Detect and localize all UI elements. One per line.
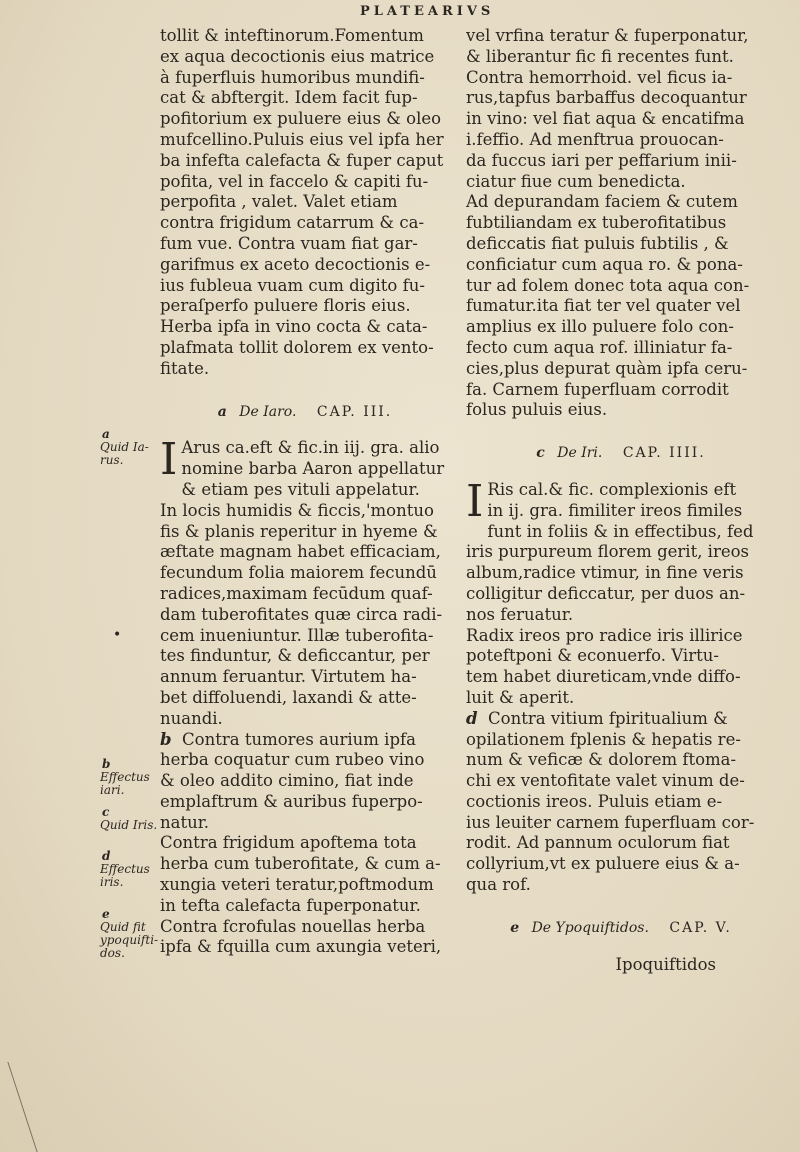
text-run: Contra tumores aurium ipfa (182, 729, 416, 749)
text-line: fecundum folia maiorem fecundū (160, 563, 437, 583)
drop-cap: I (160, 434, 178, 486)
text-line: opilationem fplenis & hepatis re- (466, 729, 741, 749)
text-line (160, 730, 450, 751)
heading-chapter: CAP. V. (669, 919, 732, 936)
text-line: ex aqua decoctionis eius matrice (160, 46, 435, 66)
text-line: æftate magnam habet efficaciam, (160, 542, 441, 562)
text-line: Contra frigidum apoftema tota (160, 833, 417, 853)
text-line: ius fubleua vuam cum digito fu- (160, 275, 425, 295)
drop-cap: I (466, 475, 484, 527)
margin-key: d (102, 849, 111, 863)
text-line: fecto cum aqua rof. illiniatur fa- (466, 337, 733, 357)
text-line: Contra hemorrhoid. vel ficus ia- (466, 67, 733, 87)
chapter-heading-iris (466, 443, 776, 464)
text-line: perpofita , valet. Valet etiam (160, 192, 398, 212)
right-column (466, 26, 776, 975)
text-line: cem inueniuntur. Illæ tuberofita- (160, 625, 434, 645)
paragraph-iris (466, 475, 776, 709)
text-line: peraſperfo puluere floris eius. (160, 296, 411, 316)
text-line: ius leuiter carnem fuperfluam cor- (466, 812, 755, 832)
text-line: herba coquatur cum rubeo vino (160, 750, 425, 770)
margin-text: Quid Ia-rus. (100, 440, 149, 467)
paragraph-effectus-iari (160, 730, 450, 959)
margin-text: Effectus iari. (100, 770, 150, 797)
text-line: colligitur deficcatur, per duos an- (466, 583, 746, 603)
left-column (160, 26, 450, 958)
inline-key: d (466, 708, 478, 728)
text-line: ba infefta calefacta & fuper caput (160, 150, 444, 170)
text-line: vel vrfina teratur & fuperponatur, (466, 26, 749, 45)
text-line: garifmus ex aceto decoctionis e- (160, 254, 431, 274)
text-line: num & veficæ & dolorem ftoma- (466, 750, 737, 770)
text-line: qua rof. (466, 875, 531, 895)
margin-key: b (102, 757, 111, 771)
chapter-heading-ypoquistidos (466, 918, 776, 939)
text-line: & oleo addito cimino, fiat inde (160, 771, 414, 791)
text-line: coctionis ireos. Puluis etiam e- (466, 791, 723, 811)
paragraph-continuation (466, 26, 776, 421)
text-line: radices,maximam fecūdum quaf- (160, 583, 433, 603)
heading-title: De Iri. (557, 445, 603, 462)
text-line: pofita, vel in faccelo & capiti fu- (160, 171, 429, 191)
text-line: natur. (160, 812, 210, 832)
text-line: i.feffio. Ad menftrua prouocan- (466, 129, 724, 149)
text-line: fubtiliandam ex tuberofitatibus (466, 213, 727, 233)
text-line: fum vue. Contra vuam fiat gar- (160, 233, 418, 253)
text-line: herba cum tuberofitate, & cum a- (160, 854, 441, 874)
pencil-mark (0, 1062, 38, 1152)
heading-key: e (510, 919, 520, 936)
text-line: deficcatis fiat puluis fubtilis , & (466, 233, 729, 253)
heading-title: De Ypoquiftidos. (531, 919, 649, 936)
margin-note-d (100, 850, 158, 889)
text-line: rus,tapfus barbaffus decoquantur (466, 88, 747, 108)
text-line: cat & abftergit. Idem facit fup- (160, 88, 418, 108)
catchword: Ipoquiftidos (615, 954, 716, 974)
text-line: in vino: vel fiat aqua & encatifma (466, 109, 745, 129)
text-line: amplius ex illo puluere folo con- (466, 317, 734, 337)
text-line: fis & planis reperitur in hyeme & (160, 521, 438, 541)
text-line: chi ex ventofitate valet vinum de- (466, 771, 745, 791)
paragraph-iarus (160, 434, 450, 729)
text-line: in tefta calefacta fuperponatur. (160, 895, 421, 915)
margin-note-e (100, 908, 158, 960)
inline-key: b (160, 729, 172, 749)
chapter-heading-iarus (160, 402, 450, 423)
text-line: fitate. (160, 358, 210, 378)
text-run: Contra vitium fpiritualium & (488, 708, 728, 728)
text-line: fa. Carnem fuperfluam corrodit (466, 379, 729, 399)
margin-text: Effectus iris. (100, 862, 150, 889)
text-line: tur ad folem donec tota aqua con- (466, 275, 750, 295)
margin-key: e (102, 907, 110, 921)
margin-note-c (100, 806, 158, 832)
heading-chapter: CAP. IIII. (622, 445, 706, 462)
text-line: iris purpureum florem gerit, ireos (466, 542, 750, 562)
margin-text: Quid fit ypoquifti-dos. (100, 920, 159, 960)
text-line: Ad depurandam faciem & cutem (466, 192, 738, 212)
text-line: ciatur fiue cum benedicta. (466, 171, 686, 191)
heading-key: c (536, 445, 545, 462)
margin-key: a (102, 427, 110, 441)
text-line: Ris cal.& fic. complexionis eft (487, 479, 737, 499)
margin-note-b (100, 758, 158, 797)
text-line: à fuperfluis humoribus mundifi- (160, 67, 425, 87)
margin-dot: • (113, 627, 122, 643)
heading-key: a (217, 403, 227, 420)
text-line: luit & aperit. (466, 687, 575, 707)
text-line: xungia veteri teratur,poftmodum (160, 875, 434, 895)
text-line: conficiatur cum aqua ro. & pona- (466, 254, 743, 274)
text-line: poteftponi & econuerfo. Virtu- (466, 646, 719, 666)
text-line: Arus ca.eft & fic.in iij. gra. alio (181, 438, 440, 458)
text-line: bet diffoluendi, laxandi & atte- (160, 687, 417, 707)
text-line: album,radice vtimur, in fine veris (466, 563, 744, 583)
text-line: tollit & inteftinorum.Fomentum (160, 26, 424, 45)
text-line: fumatur.ita fiat ter vel quater vel (466, 296, 741, 316)
text-line: nos feruatur. (466, 604, 574, 624)
heading-chapter: CAP. III. (316, 403, 393, 420)
text-line: In locis humidis & ficcis,'montuo (160, 500, 434, 520)
text-line (466, 709, 776, 730)
heading-title: De Iaro. (239, 403, 297, 420)
text-line: & etiam pes vituli appelatur. (181, 479, 420, 499)
text-line: cies,plus depurat quàm ipfa ceru- (466, 358, 748, 378)
text-line: da fuccus iari per peffarium inii- (466, 150, 737, 170)
text-line: dam tuberofitates quæ circa radi- (160, 604, 443, 624)
paragraph-effectus-iris (466, 709, 776, 896)
text-line: contra frigidum catarrum & ca- (160, 213, 425, 233)
margin-key: c (102, 805, 110, 819)
text-line: plafmata tollit dolorem ex vento- (160, 337, 434, 357)
text-line: tes finduntur, & deficcantur, per (160, 646, 430, 666)
running-head: PLATEARIVS (360, 4, 495, 19)
text-line: pofitorium ex puluere eius & oleo (160, 109, 442, 129)
text-line: in ij. gra. fimiliter ireos fimiles (487, 500, 743, 520)
text-line: ipfa & fquilla cum axungia veteri, (160, 937, 442, 957)
text-line: funt in foliis & in effectibus, fed (487, 521, 754, 541)
text-line: annum feruantur. Virtutem ha- (160, 667, 417, 687)
text-line: Herba ipfa in vino cocta & cata- (160, 317, 428, 337)
text-line: nomine barba Aaron appellatur (181, 459, 445, 479)
paragraph-continuation (160, 26, 450, 380)
text-line: & liberantur fic fi recentes funt. (466, 46, 734, 66)
text-line: mufcellino.Puluis eius vel ipfa her (160, 129, 444, 149)
text-line: tem habet diureticam,vnde diffo- (466, 667, 741, 687)
text-line: emplaftrum & auribus fuperpo- (160, 791, 423, 811)
text-line: rodit. Ad pannum oculorum fiat (466, 833, 730, 853)
margin-note-a (100, 428, 158, 467)
text-line: Contra fcrofulas nouellas herba (160, 916, 426, 936)
margin-text: Quid Iris. (100, 818, 158, 832)
text-line: Radix ireos pro radice iris illirice (466, 625, 743, 645)
text-line: folus puluis eius. (466, 400, 608, 420)
text-line: nuandi. (160, 708, 223, 728)
text-line: collyrium,vt ex puluere eius & a- (466, 854, 740, 874)
